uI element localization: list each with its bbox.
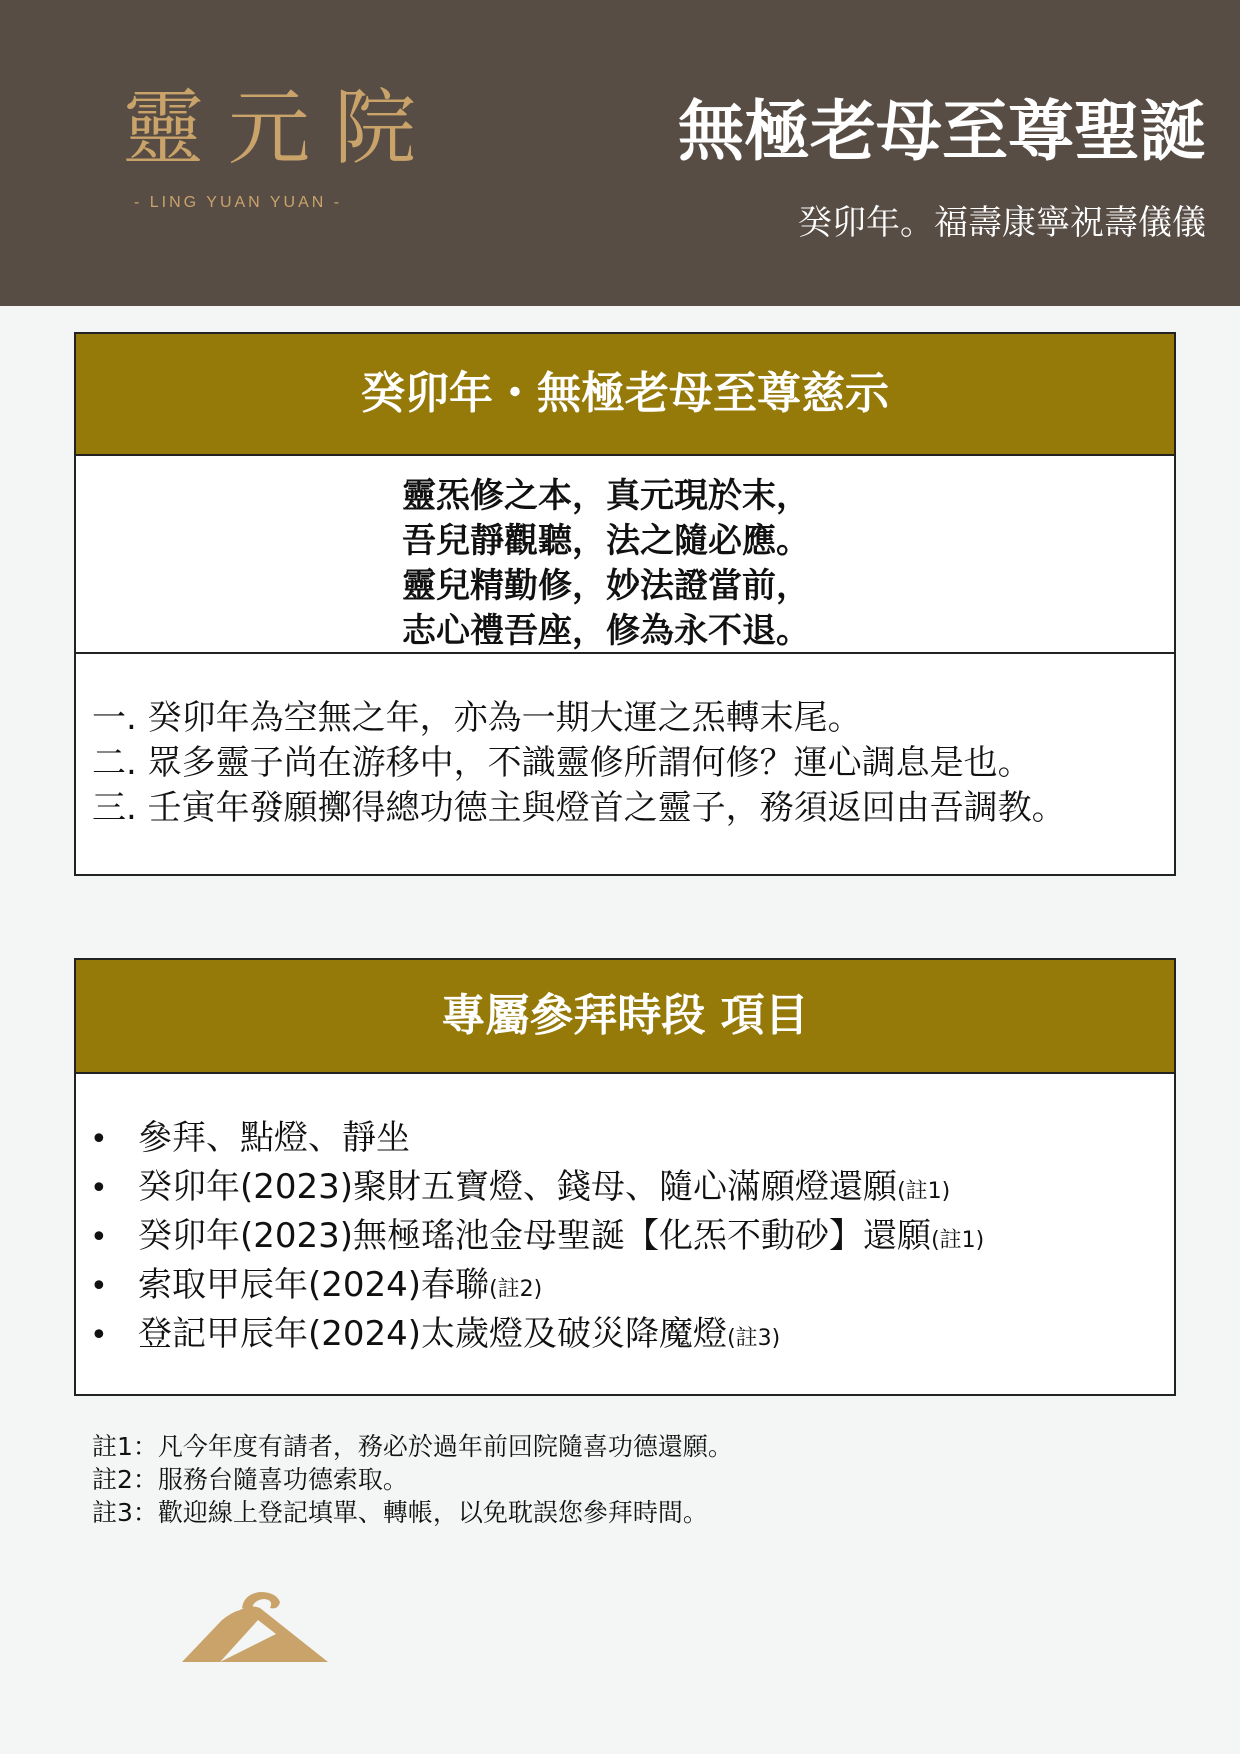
oracle-heading: 癸卯年・無極老母至尊慈示 (76, 334, 1174, 456)
oracle-point: 二. 眾多靈子尚在游移中，不識靈修所謂何修？運心調息是也。 (92, 743, 1032, 783)
note-ref: (註1) (897, 1179, 951, 1204)
footnotes (92, 1430, 733, 1529)
page-subtitle: 癸卯年。福壽康寧祝壽儀儀 (798, 203, 1206, 243)
list-item (90, 1116, 1174, 1165)
verse-line: 靈炁修之本，真元現於末， (402, 476, 810, 516)
items-list (76, 1074, 1174, 1361)
footnote: 註1：凡今年度有請者，務必於過年前回院隨喜功德還願。 (92, 1432, 733, 1461)
items-heading: 專屬參拜時段 項目 (76, 960, 1174, 1074)
note-ref: (註2) (489, 1277, 543, 1302)
list-item (90, 1263, 1174, 1312)
list-item (90, 1312, 1174, 1361)
item-text: 參拜、點燈、靜坐 (138, 1118, 410, 1158)
item-text: 索取甲辰年(2024)春聯 (138, 1265, 490, 1305)
items-box (74, 958, 1176, 1396)
footnote: 註3：歡迎線上登記填單、轉帳，以免耽誤您參拜時間。 (92, 1498, 708, 1527)
note-ref: (註3) (727, 1326, 781, 1351)
verse-line: 志心禮吾座，修為永不退。 (402, 611, 810, 651)
header (0, 0, 1240, 306)
oracle-point: 一. 癸卯年為空無之年，亦為一期大運之炁轉末尾。 (92, 698, 862, 738)
verse-line: 吾兒靜觀聽，法之隨必應。 (402, 521, 810, 561)
item-text: 登記甲辰年(2024)太歲燈及破災降魔燈 (138, 1314, 728, 1354)
list-item (90, 1214, 1174, 1263)
oracle-verse (76, 456, 1174, 654)
mountain-logo-icon (180, 1590, 330, 1670)
bullet-icon: • (90, 1220, 108, 1255)
list-item (90, 1165, 1174, 1214)
verse-line: 靈兒精勤修，妙法證當前， (402, 566, 810, 606)
oracle-points (76, 654, 1174, 831)
logo-chinese: 靈元院 (122, 81, 441, 176)
bullet-icon: • (90, 1318, 108, 1353)
footnote: 註2：服務台隨喜功德索取。 (92, 1465, 408, 1494)
item-text: 癸卯年(2023)聚財五寶燈、錢母、隨心滿願燈還願 (138, 1167, 898, 1207)
item-text: 癸卯年(2023)無極瑤池金母聖誕【化炁不動砂】還願 (138, 1216, 932, 1256)
bullet-icon: • (90, 1269, 108, 1304)
bullet-icon: • (90, 1122, 108, 1157)
oracle-box (74, 332, 1176, 876)
bullet-icon: • (90, 1171, 108, 1206)
logo-english: - LING YUAN YUAN - (134, 194, 343, 211)
page-title: 無極老母至尊聖誕 (678, 92, 1206, 170)
note-ref: (註1) (931, 1228, 985, 1253)
oracle-point: 三. 壬寅年發願擲得總功德主與燈首之靈子，務須返回由吾調教。 (92, 788, 1066, 828)
